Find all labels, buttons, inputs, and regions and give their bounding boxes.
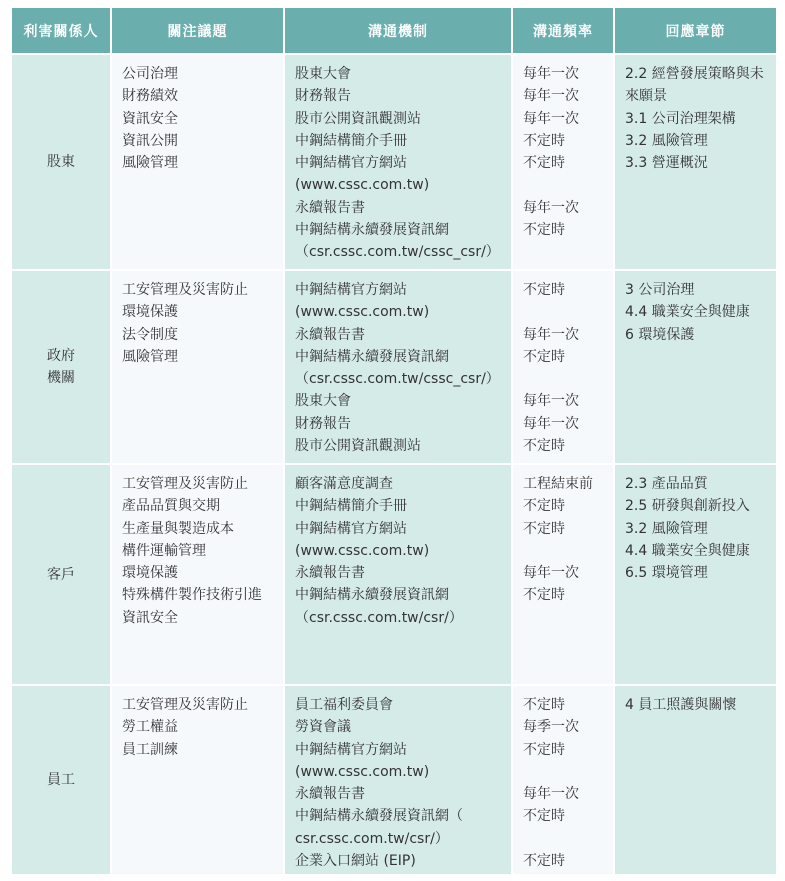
mechanisms-line: 中鋼結構官方網站 xyxy=(295,520,407,537)
chapters-line: 3.3 營運概況 xyxy=(625,155,708,172)
mechanisms-line: 企業入口網站 (EIP) xyxy=(295,853,416,870)
mechanisms-line: （csr.cssc.com.tw/cssc_csr/） xyxy=(295,371,500,388)
mechanisms-line: 中鋼結構官方網站 xyxy=(295,282,407,298)
issues-line: 勞工權益 xyxy=(122,719,178,736)
chapters-line: 2.2 經營發展策略與未 xyxy=(625,66,764,82)
mechanisms-line: 股市公開資訊觀測站 xyxy=(295,110,421,127)
mechanisms-line: (www.cssc.com.tw) xyxy=(295,763,430,780)
frequency-line xyxy=(523,761,613,783)
frequency-line: 工程結束前 xyxy=(523,476,593,492)
issues-line: 資訊安全 xyxy=(122,609,178,626)
mechanisms-line: 永續報告書 xyxy=(295,786,365,803)
frequency-line: 每年一次 xyxy=(523,393,579,410)
issues-line: 財務績效 xyxy=(122,88,178,105)
mechanisms-line: 中鋼結構簡介手冊 xyxy=(295,498,407,515)
row-1-issues-cell xyxy=(112,271,283,463)
row-0-stakeholder-cell xyxy=(12,55,110,269)
stakeholder-name: 員工 xyxy=(47,772,75,788)
frequency-line xyxy=(523,301,613,323)
row-2-chapters-cell xyxy=(615,465,776,684)
chapters-line: 3.1 公司治理架構 xyxy=(625,110,736,127)
frequency-line: 每年一次 xyxy=(523,110,579,127)
row-3-chapters-cell xyxy=(615,686,776,874)
frequency-line: 不定時 xyxy=(523,438,565,455)
mechanisms-line: 永續報告書 xyxy=(295,565,365,582)
mechanisms-line: 永續報告書 xyxy=(295,199,365,216)
issues-line: 法令制度 xyxy=(122,326,178,343)
mechanisms-line: 顧客滿意度調查 xyxy=(295,476,393,492)
mechanisms-line: 中鋼結構官方網站 xyxy=(295,741,407,758)
mechanisms-line: 永續報告書 xyxy=(295,326,365,343)
row-2-stakeholder-cell xyxy=(12,465,110,684)
frequency-line: 不定時 xyxy=(523,498,565,515)
frequency-line: 每年一次 xyxy=(523,786,579,803)
header-stakeholder: 利害關係人 xyxy=(12,8,110,53)
mechanisms-line: csr.cssc.com.tw/csr/） xyxy=(295,830,449,847)
mechanisms-line: 股東大會 xyxy=(295,393,351,410)
mechanisms-line: 中鋼結構永續發展資訊網（ xyxy=(295,808,463,825)
frequency-line: 每年一次 xyxy=(523,199,579,216)
frequency-line: 每年一次 xyxy=(523,66,579,82)
issues-line: 工安管理及災害防止 xyxy=(122,697,248,713)
frequency-line: 不定時 xyxy=(523,697,565,713)
chapters-line: 4 員工照護與關懷 xyxy=(625,697,737,713)
header-issues: 關注議題 xyxy=(112,8,283,53)
mechanisms-line: 員工福利委員會 xyxy=(295,697,393,713)
frequency-line: 每季一次 xyxy=(523,719,579,736)
row-1-chapters-cell xyxy=(615,271,776,463)
chapters-line: 6.5 環境管理 xyxy=(625,565,708,582)
header-chapters: 回應章節 xyxy=(615,8,776,53)
frequency-line xyxy=(523,368,613,390)
frequency-line: 不定時 xyxy=(523,155,565,172)
frequency-line: 不定時 xyxy=(523,587,565,604)
issues-line: 員工訓練 xyxy=(122,741,178,758)
row-3-frequency-cell xyxy=(513,686,613,874)
mechanisms-line: 中鋼結構永續發展資訊網 xyxy=(295,587,449,604)
row-2-issues-cell xyxy=(112,465,283,684)
frequency-line: 不定時 xyxy=(523,132,565,149)
mechanisms-line: 中鋼結構永續發展資訊網 xyxy=(295,222,449,239)
stakeholder-name: 股東 xyxy=(47,154,75,170)
row-0-mechanisms-cell xyxy=(285,55,511,269)
chapters-line: 來願景 xyxy=(625,88,667,105)
frequency-line xyxy=(523,828,613,850)
row-1-stakeholder-cell xyxy=(12,271,110,463)
mechanisms-line: （csr.cssc.com.tw/cssc_csr/） xyxy=(295,244,500,261)
mechanisms-line: (www.cssc.com.tw) xyxy=(295,304,430,321)
mechanisms-line: 勞資會議 xyxy=(295,719,351,736)
row-2-frequency-cell xyxy=(513,465,613,684)
frequency-line xyxy=(523,174,613,196)
stakeholder-name: 客戶 xyxy=(47,566,75,583)
mechanisms-line: 中鋼結構簡介手冊 xyxy=(295,132,407,149)
chapters-line: 4.4 職業安全與健康 xyxy=(625,542,750,559)
frequency-line: 每年一次 xyxy=(523,565,579,582)
frequency-line: 不定時 xyxy=(523,741,565,758)
frequency-line: 不定時 xyxy=(523,222,565,239)
mechanisms-line: 財務報告 xyxy=(295,88,351,105)
row-3-issues-cell xyxy=(112,686,283,874)
chapters-line: 2.5 研發與創新投入 xyxy=(625,498,750,515)
mechanisms-line: (www.cssc.com.tw) xyxy=(295,542,430,559)
header-mechanisms: 溝通機制 xyxy=(285,8,511,53)
frequency-line: 不定時 xyxy=(523,520,565,537)
issues-line: 風險管理 xyxy=(122,348,178,365)
frequency-line: 每年一次 xyxy=(523,88,579,105)
frequency-line: 不定時 xyxy=(523,348,565,365)
header-frequency: 溝通頻率 xyxy=(513,8,613,53)
stakeholder-name: 機關 xyxy=(47,370,75,386)
stakeholder-name: 政府 xyxy=(47,348,75,364)
row-1-frequency-cell xyxy=(513,271,613,463)
mechanisms-line: 中鋼結構官方網站 xyxy=(295,155,407,172)
chapters-line: 4.4 職業安全與健康 xyxy=(625,304,750,321)
row-0-chapters-cell xyxy=(615,55,776,269)
row-2-mechanisms-cell xyxy=(285,465,511,684)
issues-line: 環境保護 xyxy=(122,304,178,321)
chapters-line: 3.2 風險管理 xyxy=(625,520,708,537)
issues-line: 資訊公開 xyxy=(122,132,178,149)
mechanisms-line: 股市公開資訊觀測站 xyxy=(295,438,421,455)
row-1-mechanisms-cell xyxy=(285,271,511,463)
issues-line: 構件運輸管理 xyxy=(122,542,206,559)
issues-line: 產品品質與交期 xyxy=(122,498,220,515)
mechanisms-line: (www.cssc.com.tw) xyxy=(295,177,430,194)
issues-line: 工安管理及災害防止 xyxy=(122,476,248,492)
row-3-stakeholder-cell xyxy=(12,686,110,874)
chapters-line: 2.3 產品品質 xyxy=(625,476,708,492)
chapters-line: 3 公司治理 xyxy=(625,282,695,298)
issues-line: 工安管理及災害防止 xyxy=(122,282,248,298)
mechanisms-line: 股東大會 xyxy=(295,66,351,82)
frequency-line: 每年一次 xyxy=(523,326,579,343)
issues-line: 資訊安全 xyxy=(122,110,178,127)
mechanisms-line: （csr.cssc.com.tw/csr/） xyxy=(295,609,463,626)
chapters-line: 6 環境保護 xyxy=(625,326,695,343)
frequency-line xyxy=(523,540,613,562)
mechanisms-line: 中鋼結構永續發展資訊網 xyxy=(295,348,449,365)
frequency-line: 不定時 xyxy=(523,853,565,870)
frequency-line: 不定時 xyxy=(523,808,565,825)
issues-line: 生產量與製造成本 xyxy=(122,520,234,537)
row-0-frequency-cell xyxy=(513,55,613,269)
issues-line: 風險管理 xyxy=(122,155,178,172)
frequency-line: 不定時 xyxy=(523,282,565,298)
issues-line: 環境保護 xyxy=(122,565,178,582)
issues-line: 公司治理 xyxy=(122,66,178,82)
issues-line: 特殊構件製作技術引進 xyxy=(122,587,262,604)
frequency-line: 每年一次 xyxy=(523,415,579,432)
row-3-mechanisms-cell xyxy=(285,686,511,874)
mechanisms-line: 財務報告 xyxy=(295,415,351,432)
chapters-line: 3.2 風險管理 xyxy=(625,132,708,149)
row-0-issues-cell xyxy=(112,55,283,269)
